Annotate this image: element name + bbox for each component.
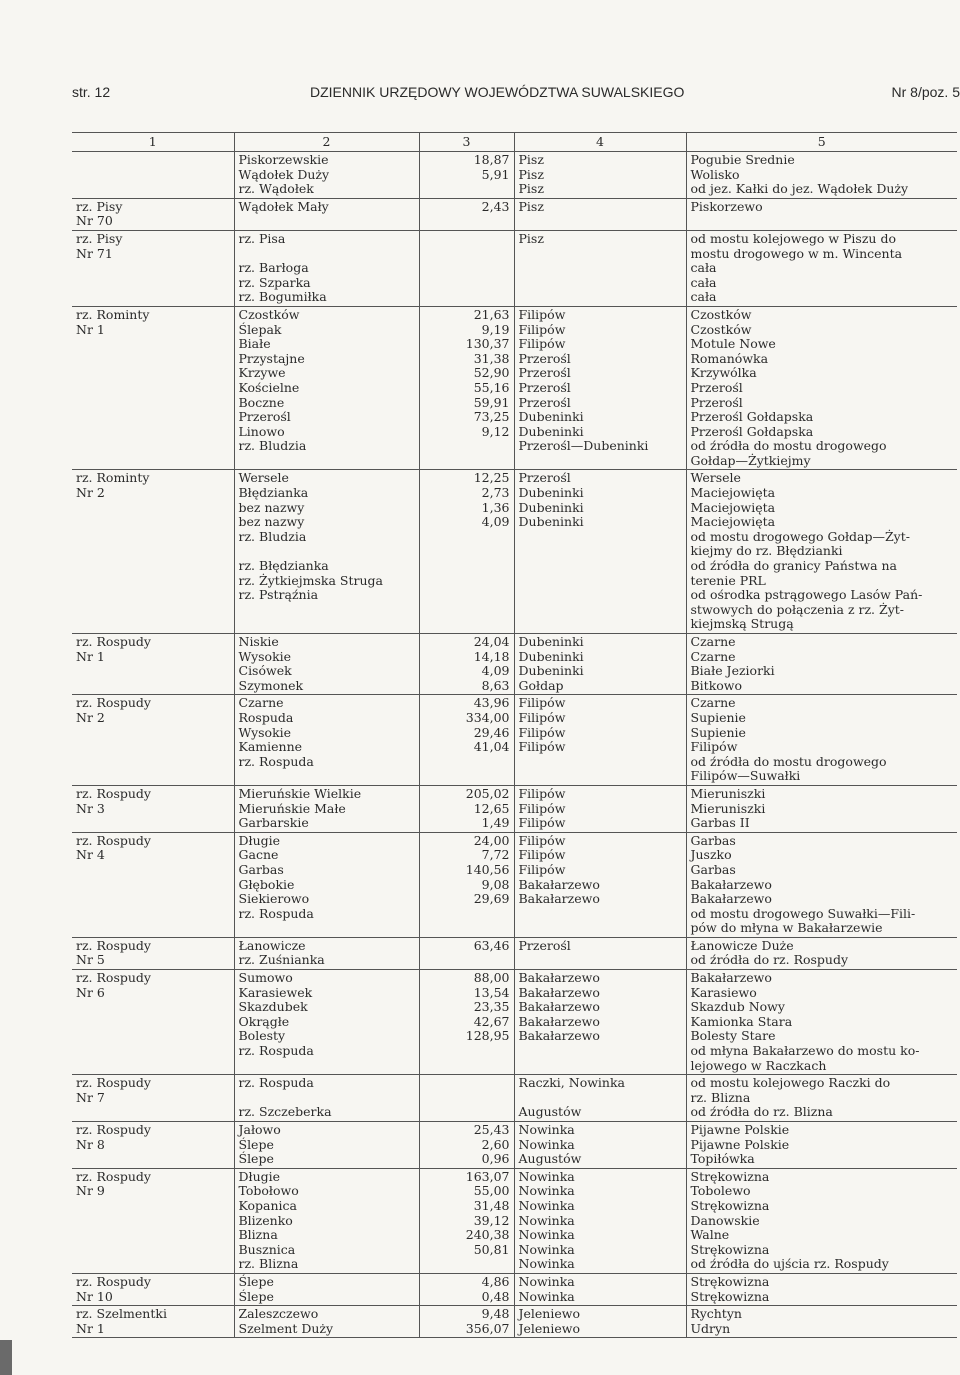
journal-title: DZIENNIK URZĘDOWY WOJEWÓDZTWA SUWALSKIEGO	[310, 84, 685, 100]
table-row	[72, 198, 957, 230]
cell-c4: Nowinka Nowinka Augustów	[514, 1122, 686, 1169]
cell-c3: 163,07 55,00 31,48 39,12 240,38 50,81	[419, 1168, 514, 1273]
page-header	[72, 84, 960, 104]
cell-c2: Jałowo Ślepe Ślepe	[234, 1122, 419, 1169]
cell-c2: Zaleszczewo Szelment Duży	[234, 1306, 419, 1338]
cell-c4: Raczki, Nowinka Augustów	[514, 1075, 686, 1122]
cell-c4: Nowinka Nowinka Nowinka Nowinka Nowinka Nowinka Nowinka	[514, 1168, 686, 1273]
column-header-2: 2	[234, 133, 419, 152]
cell-c1: rz. Rospudy Nr 9	[72, 1168, 234, 1273]
cell-c3: 21,63 9,19 130,37 31,38 52,90 55,16 59,91 73,25 9,12	[419, 306, 514, 470]
cell-c5: Piskorzewo	[686, 198, 957, 230]
cell-c1: rz. Rospudy Nr 6	[72, 970, 234, 1075]
cell-c1: rz. Rospudy Nr 8	[72, 1122, 234, 1169]
cell-c4: Bakałarzewo Bakałarzewo Bakałarzewo Bakałarzewo Bakałarzewo	[514, 970, 686, 1075]
column-header-5: 5	[686, 133, 957, 152]
column-header-3: 3	[419, 133, 514, 152]
table-row	[72, 1168, 957, 1273]
cell-c4: Pisz	[514, 230, 686, 306]
cell-c5: Łanowicze Duże od źródła do rz. Rospudy	[686, 937, 957, 969]
cell-c5: Bakałarzewo Karasiewo Skazdub Nowy Kamionka Stara Bolesty Stare od młyna Bakałarzewo do mostu ko- lejowego w Raczkach	[686, 970, 957, 1075]
cell-c5: Garbas Juszko Garbas Bakałarzewo Bakałarzewo od mostu drogowego Suwałki—Fili- pów do młyna w Bakałarzewie	[686, 832, 957, 937]
cell-c3: 205,02 12,65 1,49	[419, 785, 514, 832]
cell-c4: Filipów Filipów Filipów	[514, 785, 686, 832]
table-row	[72, 832, 957, 937]
table-row	[72, 785, 957, 832]
cell-c2: rz. Pisa rz. Barłoga rz. Szparka rz. Bogumiłka	[234, 230, 419, 306]
cell-c3: 88,00 13,54 23,35 42,67 128,95	[419, 970, 514, 1075]
fishery-table	[72, 132, 957, 1338]
cell-c4: Filipów Filipów Filipów Przerośl Przerośl Przerośl Przerośl Dubeninki Dubeninki Przerośl—Dubeninki	[514, 306, 686, 470]
cell-c5: Wersele Maciejowięta Maciejowięta Maciejowięta od mostu drogowego Gołdap—Żyt- kiejmy do rz. Błędzianki od źródła do granicy Państwa na terenie PRL od ośrodka pstrągowego Lasów Pań- stwowych do połączenia z rz. Żyt- kiejmską Strugą	[686, 470, 957, 634]
cell-c3: 12,25 2,73 1,36 4,09	[419, 470, 514, 634]
cell-c1: rz. Rominty Nr 2	[72, 470, 234, 634]
cell-c3	[419, 230, 514, 306]
table-row	[72, 230, 957, 306]
cell-c3: 4,86 0,48	[419, 1273, 514, 1305]
cell-c5: Czarne Supienie Supienie Filipów od źródła do mostu drogowego Filipów—Suwałki	[686, 695, 957, 786]
cell-c4: Dubeninki Dubeninki Dubeninki Gołdap	[514, 634, 686, 695]
column-header-row	[72, 133, 957, 152]
issue-number: Nr 8/poz. 5	[891, 84, 960, 100]
cell-c1: rz. Pisy Nr 70	[72, 198, 234, 230]
cell-c4: Pisz Pisz Pisz	[514, 152, 686, 199]
table-row	[72, 1306, 957, 1338]
scan-edge-mark	[0, 1340, 12, 1375]
table-row	[72, 634, 957, 695]
cell-c5: Rychtyn Udryn	[686, 1306, 957, 1338]
cell-c1: rz. Rospudy Nr 4	[72, 832, 234, 937]
cell-c4: Nowinka Nowinka	[514, 1273, 686, 1305]
cell-c2: Czarne Rospuda Wysokie Kamienne rz. Rospuda	[234, 695, 419, 786]
cell-c2: Długie Gacne Garbas Głębokie Siekierowo rz. Rospuda	[234, 832, 419, 937]
cell-c2: Długie Tobołowo Kopanica Blizenko Blizna Busznica rz. Blizna	[234, 1168, 419, 1273]
cell-c5: Czarne Czarne Białe Jeziorki Bitkowo	[686, 634, 957, 695]
page-number: str. 12	[72, 84, 111, 100]
table-row	[72, 306, 957, 470]
cell-c1: rz. Rominty Nr 1	[72, 306, 234, 470]
cell-c1: rz. Rospudy Nr 3	[72, 785, 234, 832]
cell-c1: rz. Rospudy Nr 1	[72, 634, 234, 695]
cell-c3	[419, 1075, 514, 1122]
cell-c4: Jeleniewo Jeleniewo	[514, 1306, 686, 1338]
cell-c5: od mostu kolejowego w Piszu do mostu drogowego w m. Wincenta cała cała cała	[686, 230, 957, 306]
cell-c3: 2,43	[419, 198, 514, 230]
cell-c5: Pogubie Srednie Wolisko od jez. Kałki do jez. Wądołek Duży	[686, 152, 957, 199]
cell-c2: Wądołek Mały	[234, 198, 419, 230]
cell-c3: 43,96 334,00 29,46 41,04	[419, 695, 514, 786]
cell-c4: Filipów Filipów Filipów Filipów	[514, 695, 686, 786]
cell-c2: Sumowo Karasiewek Skazdubek Okrągłe Bolesty rz. Rospuda	[234, 970, 419, 1075]
cell-c2: Wersele Błędzianka bez nazwy bez nazwy rz. Bludzia rz. Błędzianka rz. Żytkiejmska Struga rz. Pstrąźnia	[234, 470, 419, 634]
cell-c2: rz. Rospuda rz. Szczeberka	[234, 1075, 419, 1122]
cell-c3: 63,46	[419, 937, 514, 969]
cell-c5: od mostu kolejowego Raczki do rz. Blizna od źródła do rz. Blizna	[686, 1075, 957, 1122]
table-row	[72, 1273, 957, 1305]
table-body	[72, 152, 957, 1338]
table-row	[72, 152, 957, 199]
table-row	[72, 1075, 957, 1122]
table-row	[72, 1122, 957, 1169]
cell-c5: Pijawne Polskie Pijawne Polskie Topiłówka	[686, 1122, 957, 1169]
cell-c5: Czostków Czostków Motule Nowe Romanówka Krzywólka Przerośl Przerośl Przerośl Gołdapska Przerośl Gołdapska od źródła do mostu drogowego Gołdap—Żytkiejmy	[686, 306, 957, 470]
cell-c4: Przerośl Dubeninki Dubeninki Dubeninki	[514, 470, 686, 634]
cell-c2: Łanowicze rz. Zuśnianka	[234, 937, 419, 969]
cell-c1: rz. Pisy Nr 71	[72, 230, 234, 306]
table-row	[72, 695, 957, 786]
cell-c2: Ślepe Ślepe	[234, 1273, 419, 1305]
cell-c3: 24,00 7,72 140,56 9,08 29,69	[419, 832, 514, 937]
cell-c4: Przerośl	[514, 937, 686, 969]
cell-c4: Filipów Filipów Filipów Bakałarzewo Bakałarzewo	[514, 832, 686, 937]
table-row	[72, 470, 957, 634]
table-row	[72, 970, 957, 1075]
cell-c5: Strękowizna Strękowizna	[686, 1273, 957, 1305]
cell-c1: rz. Szelmentki Nr 1	[72, 1306, 234, 1338]
cell-c2: Niskie Wysokie Cisówek Szymonek	[234, 634, 419, 695]
cell-c2: Piskorzewskie Wądołek Duży rz. Wądołek	[234, 152, 419, 199]
column-header-4: 4	[514, 133, 686, 152]
cell-c3: 25,43 2,60 0,96	[419, 1122, 514, 1169]
cell-c5: Strękowizna Tobolewo Strękowizna Danowskie Walne Strękowizna od źródła do ujścia rz. Rospudy	[686, 1168, 957, 1273]
cell-c1: rz. Rospudy Nr 10	[72, 1273, 234, 1305]
table-row	[72, 937, 957, 969]
cell-c5: Mieruniszki Mieruniszki Garbas II	[686, 785, 957, 832]
cell-c3: 18,87 5,91	[419, 152, 514, 199]
cell-c3: 24,04 14,18 4,09 8,63	[419, 634, 514, 695]
cell-c2: Mieruńskie Wielkie Mieruńskie Małe Garbarskie	[234, 785, 419, 832]
cell-c1	[72, 152, 234, 199]
cell-c3: 9,48 356,07	[419, 1306, 514, 1338]
cell-c4: Pisz	[514, 198, 686, 230]
column-header-1: 1	[72, 133, 234, 152]
cell-c1: rz. Rospudy Nr 7	[72, 1075, 234, 1122]
cell-c1: rz. Rospudy Nr 5	[72, 937, 234, 969]
cell-c1: rz. Rospudy Nr 2	[72, 695, 234, 786]
cell-c2: Czostków Ślepak Białe Przystajne Krzywe Kościelne Boczne Przerośl Linowo rz. Bludzia	[234, 306, 419, 470]
